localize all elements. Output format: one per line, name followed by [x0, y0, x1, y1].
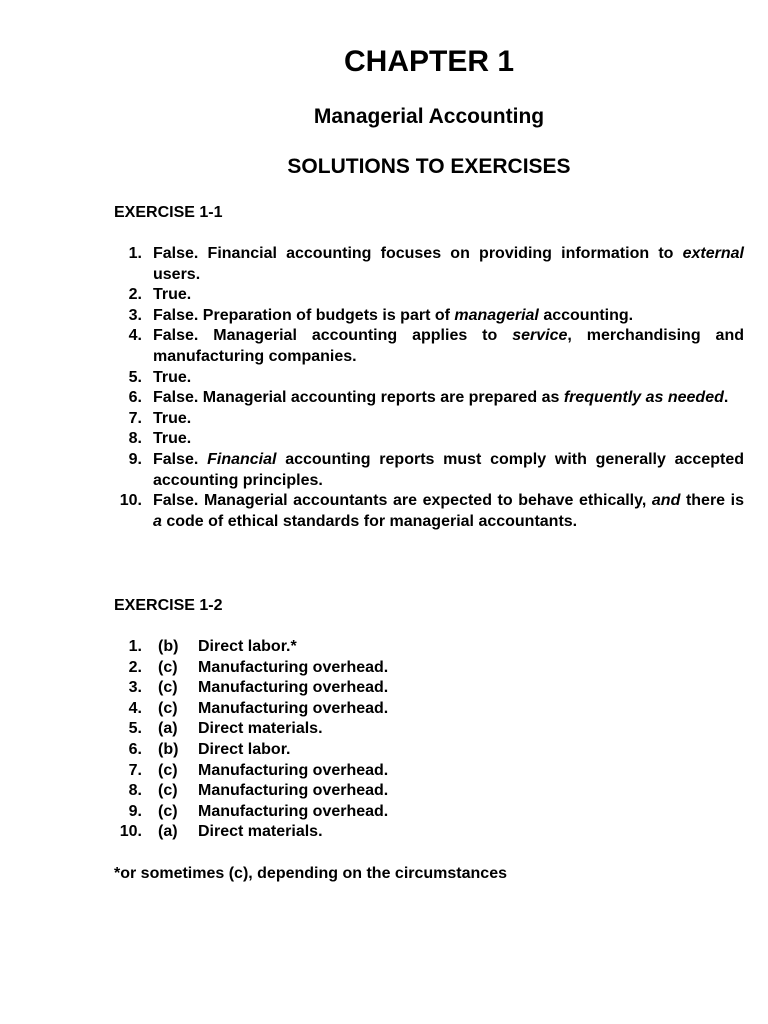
- item-description: Direct materials.: [198, 823, 323, 841]
- item-text: True.: [153, 430, 192, 448]
- item-text: .: [723, 389, 729, 407]
- item-code: (a): [158, 720, 178, 738]
- item-emphasis: and: [651, 492, 681, 510]
- item-emphasis: a: [153, 512, 162, 530]
- list-item: [110, 719, 744, 740]
- item-description: Manufacturing overhead.: [198, 658, 389, 676]
- list-item: [110, 740, 744, 761]
- item-number: 10.: [119, 823, 142, 841]
- list-item: [110, 637, 744, 658]
- list-item: [110, 781, 744, 802]
- item-text: accounting reports must comply with generally accepted accounting principles.: [153, 450, 744, 489]
- item-code: (c): [158, 761, 178, 779]
- subject-title: Managerial Accounting: [313, 105, 545, 128]
- list-item: [110, 658, 744, 679]
- item-code: (c): [158, 699, 178, 717]
- item-text: code of ethical standards for managerial accountants.: [161, 512, 578, 530]
- list-item: [110, 802, 744, 823]
- item-code: (c): [158, 802, 178, 820]
- item-emphasis: external: [682, 245, 744, 262]
- list-item: [110, 429, 744, 450]
- item-number: 4.: [128, 327, 142, 345]
- item-text: False. Financial accounting focuses on providing information to: [153, 245, 683, 262]
- item-description: Manufacturing overhead.: [198, 679, 389, 697]
- exercise-1-2-heading: EXERCISE 1-2: [114, 597, 223, 614]
- list-item: [110, 244, 744, 285]
- item-emphasis: managerial: [454, 306, 539, 324]
- item-text: users.: [153, 265, 201, 283]
- item-text: accounting.: [538, 306, 634, 324]
- item-text: True.: [153, 409, 192, 427]
- item-text: , merchandising and manufacturing companies.: [153, 327, 744, 365]
- item-number: 7.: [128, 409, 142, 427]
- chapter-title: CHAPTER 1: [343, 45, 515, 78]
- item-description: Manufacturing overhead.: [198, 802, 389, 820]
- item-text: False. Managerial accounting reports are prepared as: [153, 389, 564, 407]
- list-item: [110, 326, 744, 367]
- item-number: 9.: [128, 802, 142, 820]
- exercise-1-1-list: [110, 244, 744, 532]
- list-item: [110, 761, 744, 782]
- item-description: Manufacturing overhead.: [198, 699, 389, 717]
- item-number: 4.: [128, 699, 142, 717]
- item-number: 8.: [128, 782, 142, 800]
- item-number: 1.: [128, 245, 142, 262]
- item-description: Manufacturing overhead.: [198, 761, 389, 779]
- list-item: [110, 822, 744, 843]
- item-code: (b): [158, 740, 179, 758]
- item-code: (b): [158, 638, 179, 655]
- item-number: 3.: [128, 306, 142, 324]
- item-emphasis: frequently as needed: [563, 389, 724, 407]
- list-item: [110, 491, 744, 532]
- item-emphasis: Financial: [207, 450, 277, 468]
- item-text: True.: [153, 368, 192, 386]
- item-text: True.: [153, 286, 192, 304]
- item-number: 2.: [128, 286, 142, 304]
- exercise-1-2-list: [110, 637, 744, 843]
- item-number: 3.: [128, 679, 142, 697]
- item-text: there is: [680, 492, 745, 510]
- list-item: [110, 699, 744, 720]
- item-text: False. Managerial accounting applies to: [153, 327, 513, 345]
- list-item: [110, 388, 744, 409]
- item-number: 10.: [119, 492, 142, 510]
- item-number: 7.: [128, 761, 142, 779]
- list-item: [110, 678, 744, 699]
- list-item: [110, 285, 744, 306]
- item-description: Direct materials.: [198, 720, 323, 738]
- item-code: (a): [158, 823, 178, 841]
- item-emphasis: service: [512, 327, 568, 345]
- item-text: False. Managerial accountants are expected to behave ethically,: [153, 492, 652, 510]
- item-code: (c): [158, 782, 178, 800]
- item-number: 2.: [128, 658, 142, 676]
- item-number: 5.: [128, 368, 142, 386]
- list-item: [110, 450, 744, 491]
- item-number: 6.: [128, 389, 142, 407]
- item-code: (c): [158, 658, 178, 676]
- item-description: Manufacturing overhead.: [198, 782, 389, 800]
- footnote: *or sometimes (c), depending on the circumstances: [114, 865, 507, 882]
- item-number: 1.: [128, 638, 142, 655]
- item-number: 9.: [128, 450, 142, 468]
- item-number: 8.: [128, 430, 142, 448]
- item-description: Direct labor.*: [198, 638, 297, 655]
- exercise-1-1-heading: EXERCISE 1-1: [114, 204, 223, 221]
- item-number: 5.: [128, 720, 142, 738]
- item-code: (c): [158, 679, 178, 697]
- item-description: Direct labor.: [198, 740, 291, 758]
- item-number: 6.: [128, 740, 142, 758]
- list-item: [110, 306, 744, 327]
- item-text: False.: [153, 450, 208, 468]
- list-item: [110, 409, 744, 430]
- section-title: SOLUTIONS TO EXERCISES: [287, 155, 571, 178]
- item-text: False. Preparation of budgets is part of: [153, 306, 455, 324]
- list-item: [110, 368, 744, 389]
